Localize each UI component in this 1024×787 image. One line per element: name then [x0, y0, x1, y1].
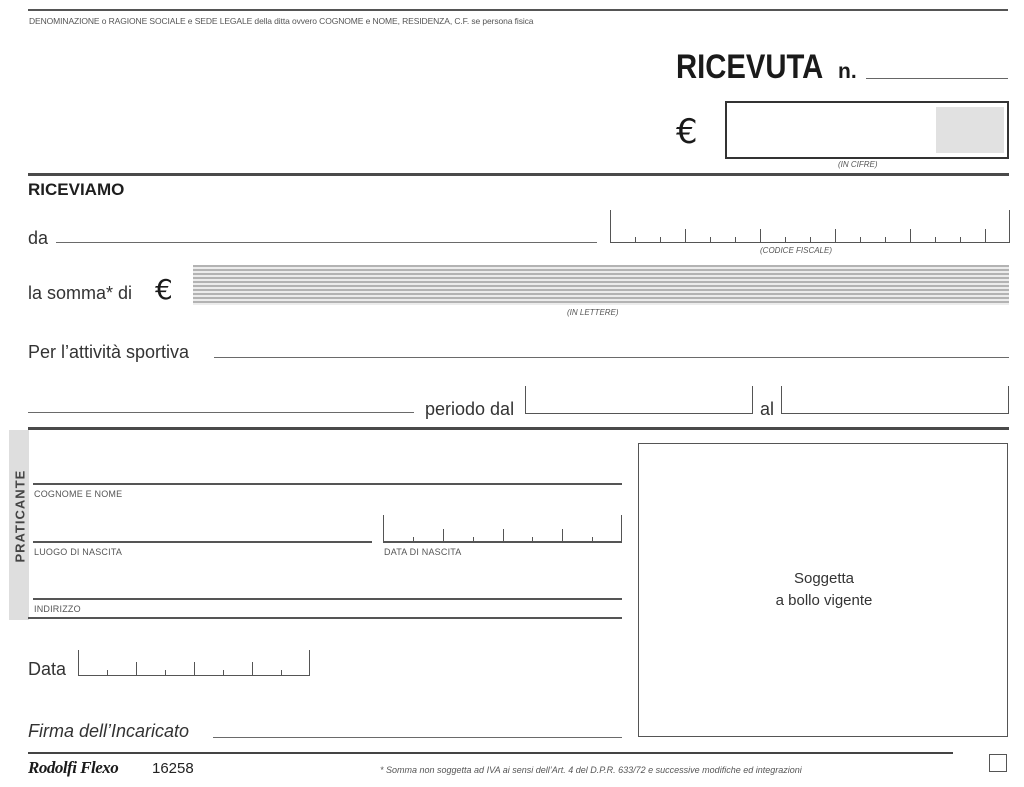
segment-tick: [281, 670, 282, 676]
da-field[interactable]: [56, 242, 597, 243]
al-label: al: [760, 399, 775, 419]
cognome-nome-label: COGNOME E NOME: [34, 489, 123, 499]
euro-icon-somma: €: [155, 273, 173, 306]
in-cifre-label: (IN CIFRE): [838, 160, 878, 169]
cognome-nome-field[interactable]: [33, 483, 622, 485]
segment-tick: [635, 237, 636, 243]
segment-tick: [473, 537, 474, 543]
segment-tick: [136, 662, 137, 676]
euro-icon: €: [676, 112, 698, 152]
firma-label: Firma dell’Incaricato: [28, 721, 190, 741]
la-somma-label: la somma* di: [28, 283, 133, 303]
section-divider-top: [28, 173, 1009, 176]
luogo-nascita-label: LUOGO DI NASCITA: [34, 547, 123, 557]
ricevuta-label: RICEVUTA: [676, 48, 824, 86]
bollo-box: [638, 443, 1008, 737]
amount-figures-field[interactable]: [725, 101, 1009, 159]
segment-tick: [760, 229, 761, 243]
segment-tick: [960, 237, 961, 243]
data-nascita-field[interactable]: [383, 515, 622, 543]
ricevuta-title: [676, 48, 823, 87]
in-lettere-label: (IN LETTERE): [567, 308, 619, 317]
segment-tick: [910, 229, 911, 243]
segment-tick: [685, 229, 686, 243]
attivita-field[interactable]: [214, 357, 1009, 358]
segment-tick: [503, 529, 504, 543]
segment-tick: [194, 662, 195, 676]
attivita-label: Per l’attività sportiva: [28, 342, 190, 362]
segment-tick: [860, 237, 861, 243]
segment-tick: [660, 237, 661, 243]
indirizzo-field[interactable]: [33, 598, 622, 600]
firma-field[interactable]: [213, 737, 622, 738]
segment-tick: [532, 537, 533, 543]
ricevuta-number-field[interactable]: [866, 78, 1008, 79]
codice-fiscale-label: (CODICE FISCALE): [760, 246, 833, 255]
ricevuta-number-label: n.: [838, 60, 857, 83]
segment-tick: [223, 670, 224, 676]
segment-tick: [935, 237, 936, 243]
segment-tick: [107, 670, 108, 676]
data-label: Data: [28, 659, 67, 679]
segment-tick: [810, 237, 811, 243]
segment-tick: [592, 537, 593, 543]
footer-note: * Somma non soggetta ad IVA ai sensi dell’Art. 4 del D.P.R. 633/72 e successive modifiche ed integrazioni: [380, 765, 802, 775]
segment-tick: [562, 529, 563, 543]
periodo-desc-field[interactable]: [28, 412, 414, 413]
footer-checkbox[interactable]: [989, 754, 1007, 772]
codice-fiscale-field[interactable]: [610, 210, 1010, 243]
periodo-al-field[interactable]: [781, 386, 1009, 414]
riceviamo-label: RICEVIAMO: [28, 180, 125, 199]
brand-logo: Rodolfi Flexo: [28, 758, 119, 777]
segment-tick: [413, 537, 414, 543]
da-label: da: [28, 228, 49, 248]
amount-figures-shade: [936, 107, 1004, 153]
segment-tick: [710, 237, 711, 243]
bollo-line-1: Soggetta: [793, 570, 855, 587]
periodo-dal-field[interactable]: [525, 386, 753, 414]
praticante-bottom-line: [28, 617, 622, 619]
footer-line: [28, 752, 953, 754]
amount-words-field[interactable]: [193, 265, 1009, 305]
periodo-dal-label: periodo dal: [425, 399, 515, 419]
luogo-nascita-field[interactable]: [33, 541, 372, 543]
segment-tick: [165, 670, 166, 676]
praticante-label: PRATICANTE: [12, 469, 28, 563]
segment-tick: [252, 662, 253, 676]
denominazione-label: DENOMINAZIONE o RAGIONE SOCIALE e SEDE LEGALE della ditta ovvero COGNOME e NOME, RESIDENZA, C.F. se persona fisica: [29, 16, 534, 26]
form-code: 16258: [152, 760, 194, 777]
data-nascita-label: DATA DI NASCITA: [384, 547, 462, 557]
bollo-line-2: a bollo vigente: [775, 592, 873, 609]
segment-tick: [735, 237, 736, 243]
top-border-line: [28, 9, 1008, 11]
segment-tick: [885, 237, 886, 243]
segment-tick: [443, 529, 444, 543]
segment-tick: [785, 237, 786, 243]
segment-tick: [985, 229, 986, 243]
indirizzo-label: INDIRIZZO: [34, 604, 81, 614]
segment-tick: [835, 229, 836, 243]
data-field[interactable]: [78, 650, 310, 676]
section-divider-mid: [28, 427, 1009, 430]
